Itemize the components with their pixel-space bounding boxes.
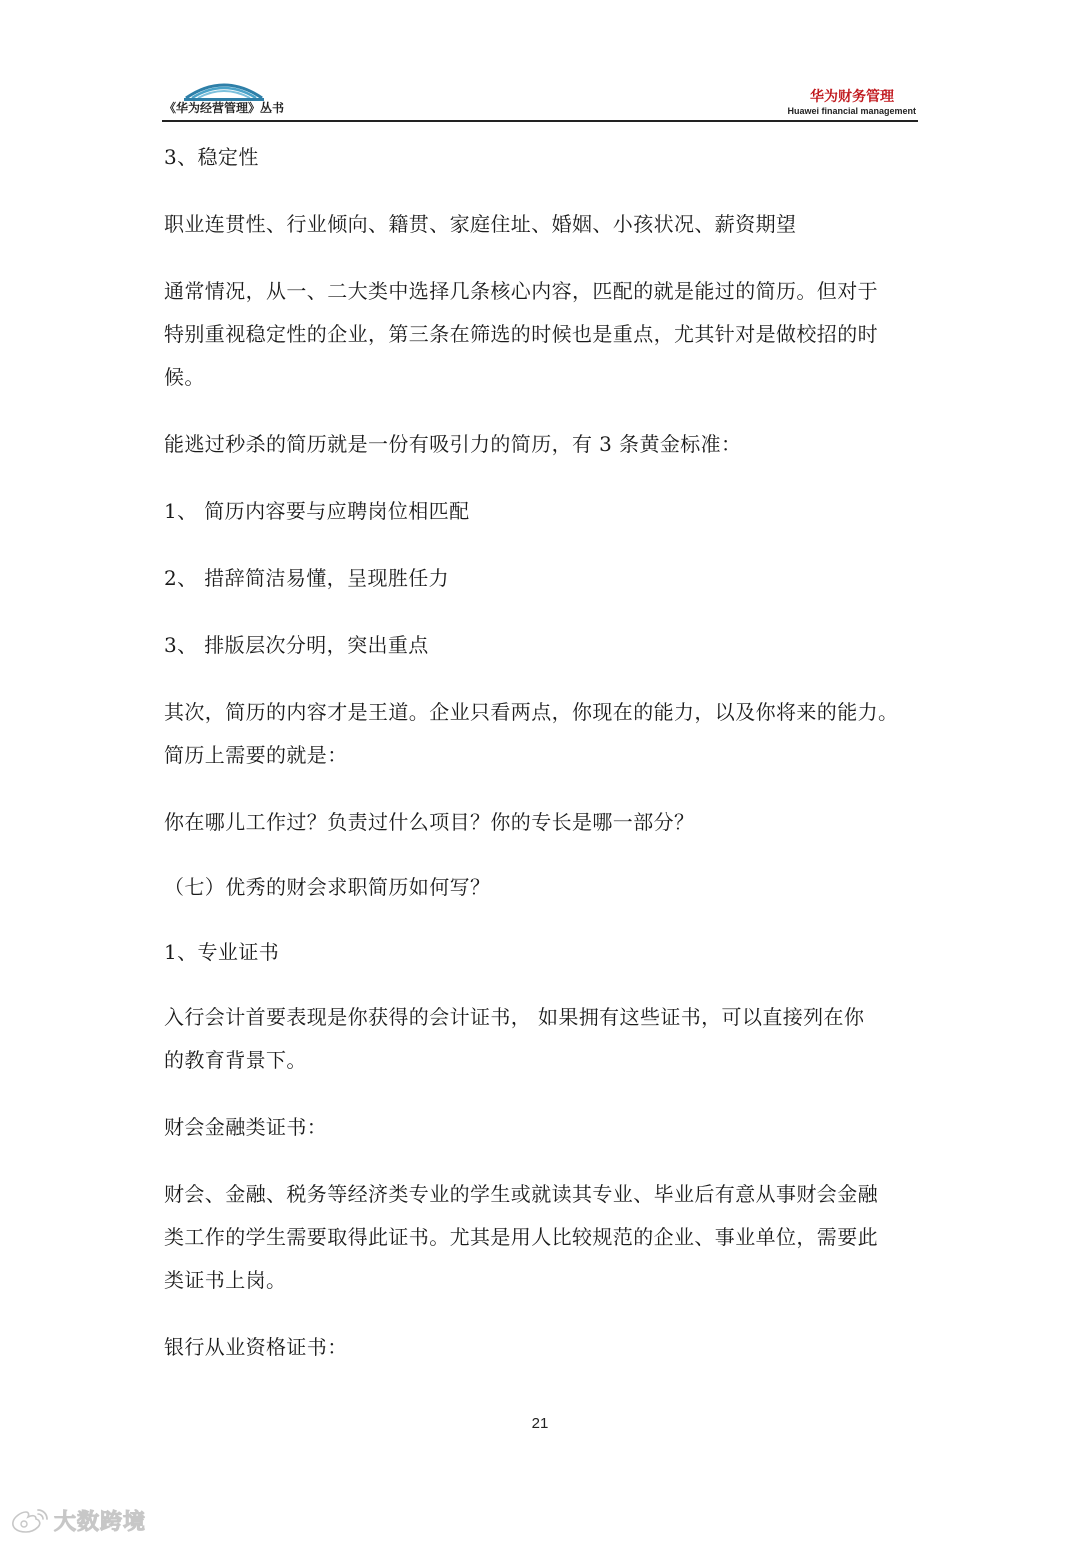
text-line: 入行会计首要表现是你获得的会计证书， 如果拥有这些证书，可以直接列在你 [164,1005,865,1029]
paragraph [164,136,919,179]
paragraph [164,270,919,399]
text-line: 1、 简历内容要与应聘岗位相匹配 [164,499,470,523]
paragraph [164,423,919,466]
text-line: 其次，简历的内容才是王道。企业只看两点，你现在的能力，以及你将来的能力。 [164,700,899,724]
text-line: 财会金融类证书： [164,1115,328,1139]
paragraph [164,996,919,1082]
text-line: 通常情况，从一、二大类中选择几条核心内容，匹配的就是能过的简历。但对于 [164,279,878,303]
document-body [164,136,919,1369]
weibo-icon [10,1506,50,1534]
paragraph [164,931,919,974]
watermark [10,1505,146,1535]
paragraph [164,801,919,844]
paragraph [164,866,919,909]
paragraph [164,1326,919,1369]
paragraph [164,1173,919,1302]
text-line: 3、稳定性 [164,145,259,169]
page-header [162,72,918,124]
series-title: 《华为经营管理》丛书 [164,101,285,115]
paragraph [164,203,919,246]
text-line: 类证书上岗。 [164,1268,287,1292]
text-line: 的教育背景下。 [164,1048,307,1072]
text-line: （七）优秀的财会求职简历如何写？ [164,875,491,899]
paragraph [164,624,919,667]
brand-name-cn: 华为财务管理 [810,88,894,104]
text-line: 候。 [164,365,205,389]
text-line: 职业连贯性、行业倾向、籍贯、家庭住址、婚姻、小孩状况、薪资期望 [164,212,797,236]
brand-name-en: Huawei financial management [787,106,916,116]
page-number: 21 [531,1415,549,1432]
text-line: 财会、金融、税务等经济类专业的学生或就读其专业、毕业后有意从事财会金融 [164,1182,878,1206]
text-line: 特别重视稳定性的企业，第三条在筛选的时候也是重点，尤其针对是做校招的时 [164,322,878,346]
header-divider [162,120,918,122]
text-line: 你在哪儿工作过？负责过什么项目？你的专长是哪一部分？ [164,810,695,834]
text-line: 能逃过秒杀的简历就是一份有吸引力的简历，有 3 条黄金标准： [164,432,742,456]
text-line: 简历上需要的就是： [164,743,348,767]
text-line: 银行从业资格证书： [164,1335,348,1359]
paragraph [164,691,919,777]
text-line: 2、 措辞简洁易懂，呈现胜任力 [164,566,450,590]
text-line: 1、专业证书 [164,940,280,964]
paragraph [164,557,919,600]
text-line: 3、 排版层次分明，突出重点 [164,633,429,657]
watermark-text: 大数跨境 [54,1509,147,1535]
text-line: 类工作的学生需要取得此证书。尤其是用人比较规范的企业、事业单位，需要此 [164,1225,878,1249]
paragraph [164,490,919,533]
paragraph [164,1106,919,1149]
